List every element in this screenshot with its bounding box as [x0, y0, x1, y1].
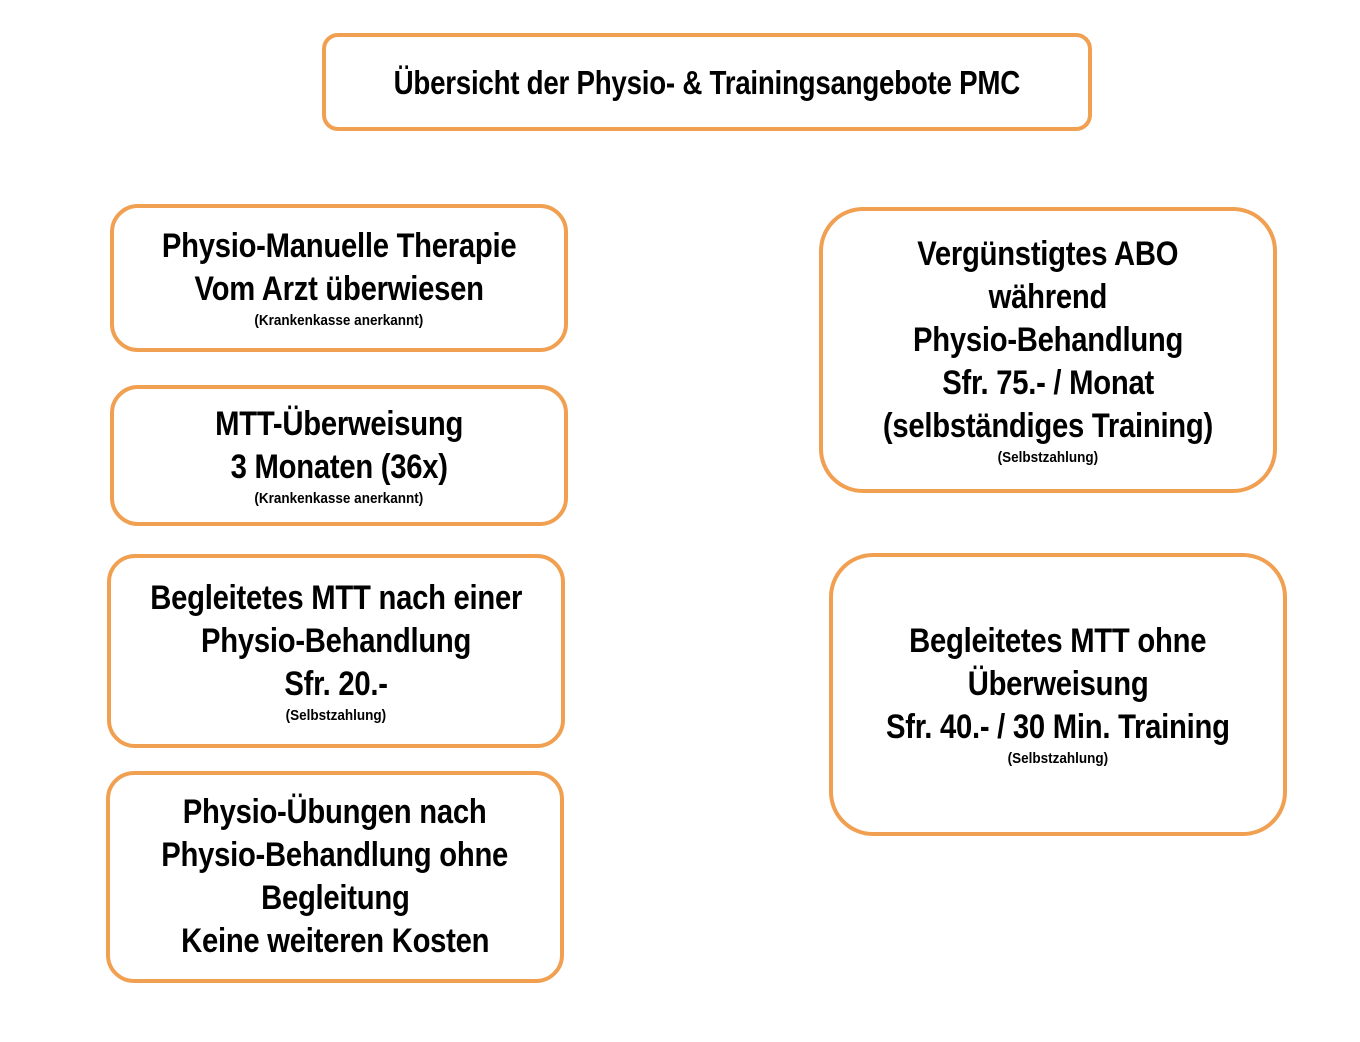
box-mtt-ueberweisung — [110, 385, 568, 526]
box-line: Vom Arzt überwiesen — [194, 270, 484, 308]
box-line: 3 Monaten (36x) — [230, 447, 448, 486]
box-line: Physio-Behandlung ohne — [161, 836, 509, 874]
box-line: Begleitung — [260, 879, 410, 917]
box-line: Vergünstigtes ABO — [917, 234, 1179, 273]
box-begleitetes-mtt-ohne-ueberweisung — [829, 553, 1287, 836]
box-line: Physio-Behandlung — [912, 320, 1184, 359]
box-line: (selbständiges Training) — [882, 406, 1214, 445]
box-physio-manuelle-therapie — [110, 204, 568, 352]
box-line: Sfr. 20.- — [284, 664, 388, 703]
box-note: (Selbstzahlung) — [1007, 750, 1109, 767]
box-verguenstigtes-abo — [819, 207, 1277, 493]
box-line: Keine weiteren Kosten — [180, 922, 490, 960]
box-note: (Selbstzahlung) — [997, 448, 1099, 466]
box-note: (Krankenkasse anerkannt) — [254, 312, 424, 329]
box-line: Begleitetes MTT ohne — [909, 622, 1207, 660]
box-line: Überweisung — [967, 665, 1149, 703]
box-physio-uebungen — [106, 771, 564, 983]
box-note: (Selbstzahlung) — [285, 706, 387, 724]
diagram-title: Übersicht der Physio- & Trainingsangebote PMC — [393, 63, 1021, 101]
box-begleitetes-mtt-nach-physio — [107, 554, 565, 748]
title-box — [322, 33, 1092, 131]
box-line: während — [988, 277, 1108, 316]
box-note: (Krankenkasse anerkannt) — [254, 489, 424, 507]
box-line: Sfr. 75.- / Monat — [942, 363, 1154, 402]
box-line: Physio-Manuelle Therapie — [161, 227, 517, 265]
box-line: Sfr. 40.- / 30 Min. Training — [886, 708, 1230, 746]
box-line: MTT-Überweisung — [215, 404, 463, 443]
box-line: Begleitetes MTT nach einer — [150, 578, 522, 617]
box-line: Physio-Übungen nach — [183, 793, 487, 831]
box-line: Physio-Behandlung — [200, 621, 472, 660]
